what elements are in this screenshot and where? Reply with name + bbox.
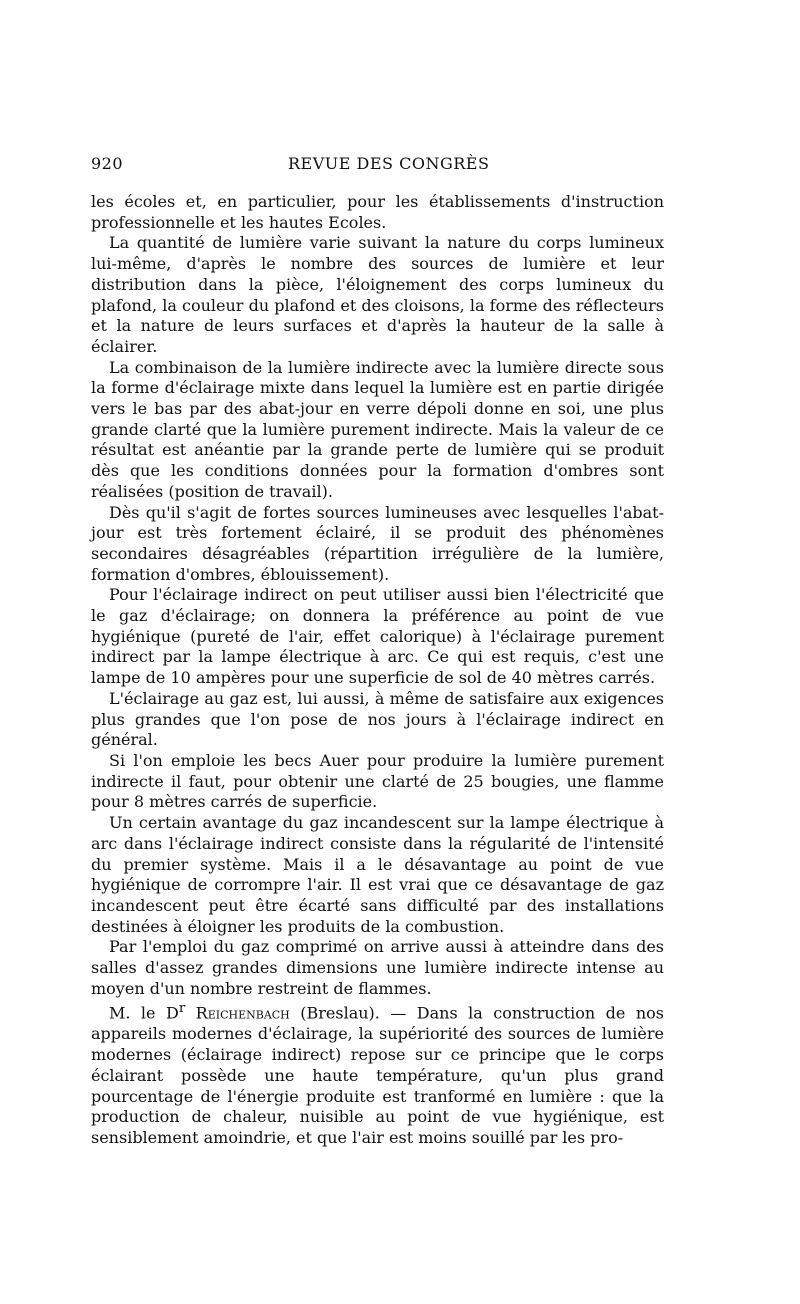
page-header	[91, 154, 664, 180]
page-number: 920	[91, 154, 124, 173]
speaker-paragraph	[91, 999, 664, 1148]
running-title: REVUE DES CONGRÈS	[288, 154, 490, 173]
paragraph-continued: les écoles et, en particulier, pour les établissements d'instruction professionnelle et les hautes Ecoles.	[91, 192, 664, 232]
speaker-text: (Breslau). — Dans la construction de nos appareils modernes d'éclairage, la supériorité des sources de lumière modernes (éclairage indirect) repose sur ce principe que le corps éclairant possède une haute température, qu'un plus grand pourcentage de l'énergie produite est tranformé en lumière : que la production de chaleur, nuisible au point de vue hygiénique, est sensiblement amoindrie, et que l'air est moins souillé par les pro-	[91, 1003, 664, 1147]
paragraph: La quantité de lumière varie suivant la nature du corps lumineux lui-même, d'après le nombre des sources de lumière et leur distribution dans la pièce, l'éloignement des corps lumineux du plafond, la couleur du plafond et des cloisons, la forme des réflecteurs et la nature de leurs surfaces et d'après la hauteur de la salle à éclairer.	[91, 233, 664, 356]
speaker-prefix-superscript: r	[178, 1001, 186, 1017]
paragraph: L'éclairage au gaz est, lui aussi, à même de satisfaire aux exigences plus grandes que l'on pose de nos jours à l'éclairage indirect en général.	[91, 688, 664, 750]
paragraph: Si l'on emploie les becs Auer pour produire la lumière purement indirecte il faut, pour obtenir une clarté de 25 bougies, une flamme pour 8 mètres carrés de superficie.	[91, 750, 664, 812]
paragraph: Pour l'éclairage indirect on peut utiliser aussi bien l'électricité que le gaz d'éclairage; on donnera la préférence au point de vue hygiénique (pureté de l'air, effet calorique) à l'éclairage purement indirect par la lampe électrique à arc. Ce qui est requis, c'est une lampe de 10 ampères pour une superficie de sol de 40 mètres carrés.	[91, 585, 664, 688]
paragraph: Un certain avantage du gaz incandescent sur la lampe électrique à arc dans l'éclairage indirect consiste dans la régularité de l'intensité du premier système. Mais il a le désavantage au point de vue hygiénique de corrompre l'air. Il est vrai que ce désavantage de gaz incandescent peut être écarté sans difficulté par des installations destinées à éloigner les produits de la combustion.	[91, 813, 664, 936]
paragraph: La combinaison de la lumière indirecte avec la lumière directe sous la forme d'éclairage mixte dans lequel la lumière est en partie dirigée vers le bas par des abat-jour en verre dépoli donne en soi, une plus grande clarté que la lumière purement indirecte. Mais la valeur de ce résultat est anéantie par la grande perte de lumière qui se produit dès que les conditions données pour la formation d'ombres sont réalisées (position de travail).	[91, 357, 664, 501]
paragraph: Par l'emploi du gaz comprimé on arrive aussi à atteindre dans des salles d'assez grandes dimensions une lumière indirecte intense au moyen d'un nombre restreint de flammes.	[91, 937, 664, 998]
speaker-prefix: M. le D	[109, 1003, 179, 1023]
speaker-name: Reichenbach	[195, 1003, 290, 1023]
body-text	[91, 192, 664, 1149]
page	[91, 154, 664, 1149]
paragraph: Dès qu'il s'agit de fortes sources lumineuses avec lesquelles l'abat-jour est très fortement éclairé, il se produit des phénomènes secondaires désagréables (répartition irrégulière de la lumière, formation d'ombres, éblouissement).	[91, 502, 664, 584]
